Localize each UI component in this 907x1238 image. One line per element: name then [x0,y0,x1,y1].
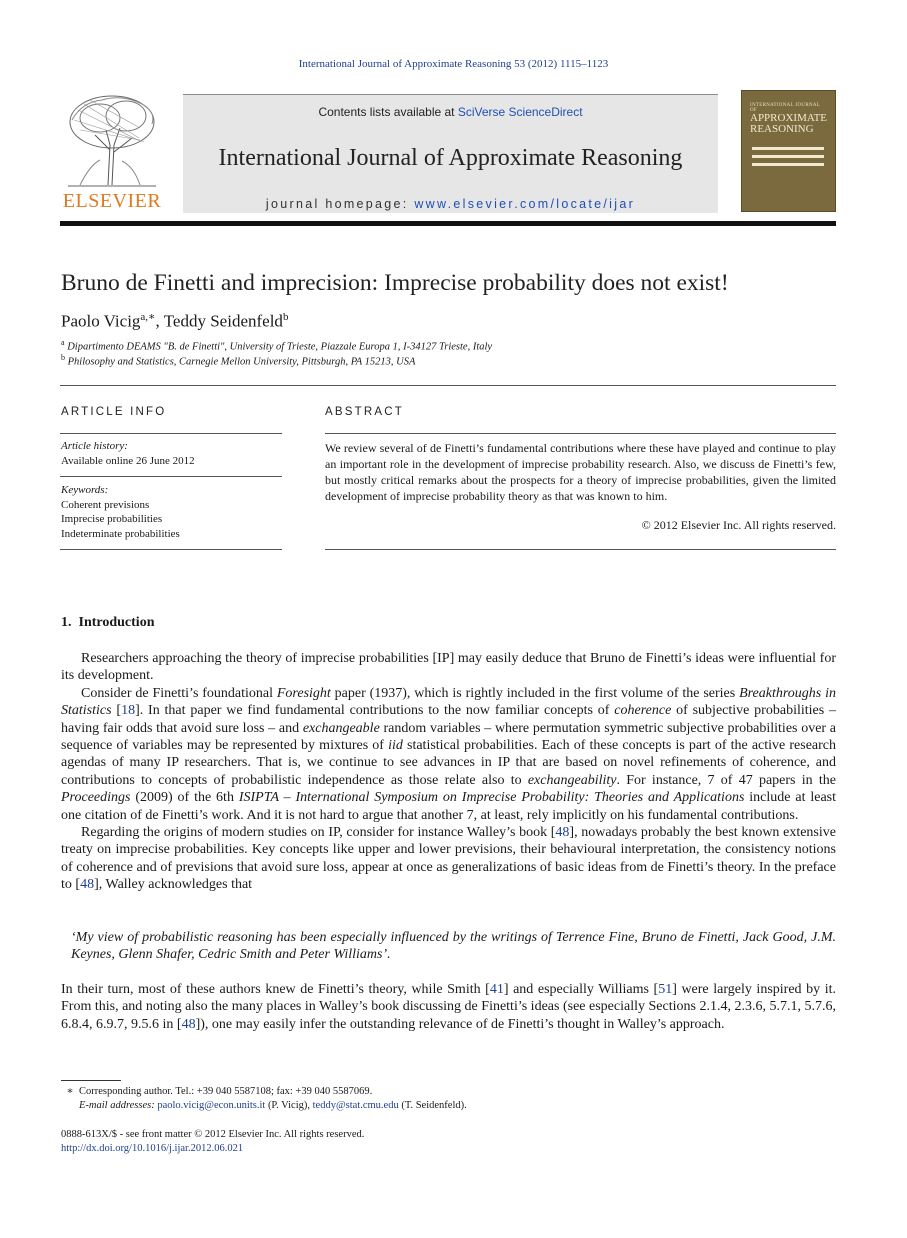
body-text [61,650,836,894]
paragraph: Researchers approaching the theory of imprecise probabilities [IP] may easily deduce that Bruno de Finetti’s ideas were influential for its development. [61,651,836,684]
article-title: Bruno de Finetti and imprecision: Imprecise probability does not exist! [61,270,729,296]
keyword: Coherent previsions [61,498,150,511]
divider [60,549,282,550]
divider [325,549,836,550]
journal-title: International Journal of Approximate Reasoning [218,145,683,171]
email-link[interactable]: teddy@stat.cmu.edu [312,1100,399,1111]
abstract-copyright: © 2012 Elsevier Inc. All rights reserved. [641,518,836,532]
cover-stripe [752,163,824,166]
email-label: E-mail addresses: [79,1100,155,1111]
keyword: Indeterminate probabilities [61,527,180,540]
keywords-block [61,483,283,541]
affiliation [61,338,492,353]
affiliation-text: Dipartimento DEAMS "B. de Finetti", University of Trieste, Piazzale Europa 1, I-34127 Trieste, Italy [67,341,493,353]
reference-link[interactable]: 18 [121,703,136,719]
footnote-mark: ∗ [66,1086,74,1097]
keyword: Imprecise probabilities [61,513,163,525]
homepage-link[interactable]: www.elsevier.com/locate/ijar [414,197,636,211]
header-rule [60,221,836,226]
affiliation [61,353,415,368]
history-label: Article history: [61,440,128,452]
section-title: Introduction [78,615,155,630]
article-history [61,439,283,468]
history-value: Available online 26 June 2012 [61,454,195,467]
abstract-text: We review several of de Finetti’s fundamental contributions where these have played and continue to play an important role in the development of imprecise probability research. Also, we discuss de Finetti’s few, but mostly critical remarks about the prospects for a theory of imprecise probabilities, given the limited development of imprecise probability theory as that was known to him. [325,441,836,503]
elsevier-logo[interactable] [60,90,170,214]
elsevier-tree-icon [60,90,164,188]
paragraph: Consider de Finetti’s foundational Foresight paper (1937), which is rightly included in the first volume of the series Breakthroughs in Statistics [18]. In that paper we find fundamental contributions to the now familiar concepts of coherence of subjective probabilities – having fair odds that avoid sure loss – and exchangeable random variables – where permutation symmetric subjective probabilities over a sequence of variables may be represented by mixtures of iid statistical probabilities. Each of these concepts is part of the active research agendas of many IP researchers. That is, we continue to see advances in IP that are based on novel refinements of coherence, and contributions to concepts of probabilistic independence as those relate also to exchangeability. For instance, 7 of 47 papers in the Proceedings (2009) of the 6th ISIPTA – International Symposium on Imprecise Probability: Theories and Applications include at least one citation of de Finetti’s work. And it is not hard to argue that another 7, at least, rely implicitly on his fundamental contributions. [61,685,837,823]
cover-stripe [752,155,824,158]
homepage-prefix: journal homepage: [265,197,415,211]
article-info-heading: ARTICLE INFO [61,406,167,418]
abstract-heading: ABSTRACT [325,406,404,418]
affiliation-text: Philosophy and Statistics, Carnegie Mellon University, Pittsburgh, PA 15213, USA [67,356,416,368]
author-name[interactable]: Teddy Seidenfeld [163,311,283,331]
section-number: 1. [61,615,72,630]
cover-small-text: INTERNATIONAL JOURNAL OF [750,103,820,113]
email-owner: (T. Seidenfeld). [398,1100,467,1111]
section-heading [61,615,154,631]
reference-link[interactable]: 48 [80,877,95,893]
journal-cover-thumbnail[interactable] [741,90,836,212]
contents-prefix: Contents lists available at [318,105,458,119]
doi-link[interactable]: http://dx.doi.org/10.1016/j.ijar.2012.06.021 [61,1143,244,1154]
footnote-rule [61,1080,121,1081]
divider [325,433,836,434]
journal-citation[interactable]: International Journal of Approximate Reasoning 53 (2012) 1115–1123 [298,58,609,70]
divider [60,476,282,477]
footnote-corresponding [61,1085,372,1099]
author-affiliation-marker[interactable]: a,∗ [140,311,156,323]
journal-homepage [183,197,718,211]
block-quote: ‘My view of probabilistic reasoning has been especially influenced by the writings of Terrence Fine, Bruno de Finetti, Jack Good, J.M. Keynes, Glenn Shafer, Cedric Smith and Peter Williams’. [71,930,836,963]
issn-line: 0888-613X/$ - see front matter © 2012 Elsevier Inc. All rights reserved. [61,1129,365,1140]
body-text [61,981,836,1033]
contents-line [183,105,718,119]
email-owner: (P. Vicig), [265,1100,313,1111]
reference-link[interactable]: 48 [181,1016,196,1032]
paragraph: Regarding the origins of modern studies on IP, consider for instance Walley’s book [48], nowadays probably the best known extensive treaty on imprecise probabilities. Key concepts like upper and lower previsions, their behavioural interpretation, the consistency notions of coherence and of previsions that avoid sure loss, appear at once as generalizations of basic ideas from de Finetti’s theory. In the preface to [48], Walley acknowledges that [61,825,836,893]
author-list [61,310,288,332]
affiliation-label: b [61,353,65,362]
journal-banner [183,94,718,213]
cover-title: APPROXIMATE REASONING [750,112,828,135]
cover-stripe [752,147,824,150]
masthead [60,90,836,216]
footnote-text: Corresponding author. Tel.: +39 040 5587108; fax: +39 040 5587069. [79,1086,373,1097]
reference-link[interactable]: 48 [555,825,570,841]
footnote-emails [79,1099,467,1113]
reference-link[interactable]: 51 [658,982,673,997]
reference-link[interactable]: 41 [489,982,504,997]
paragraph: In their turn, most of these authors knew de Finetti’s theory, while Smith [41] and especially Williams [51] were largely inspired by it. From this, and noting also the many places in Walley’s book discussing de Finetti’s ideas (see especially Sections 2.1.4, 2.3.6, 5.7.1, 5.7.6, 6.8.4, 6.9.7, 9.5.6 in [48]), one may easily infer the outstanding relevance of de Finetti’s thought in Walley’s approach. [61,982,836,1032]
author-separator: , [155,311,164,331]
author-affiliation-marker[interactable]: b [282,311,289,323]
author-name[interactable]: Paolo Vicig [61,311,141,331]
sciencedirect-link[interactable]: SciVerse ScienceDirect [457,105,583,119]
keywords-label: Keywords: [61,484,109,496]
affiliation-label: a [61,338,65,347]
email-link[interactable]: paolo.vicig@econ.units.it [157,1100,266,1111]
publisher-wordmark: ELSEVIER [62,190,162,212]
divider [60,433,282,434]
divider [60,385,836,386]
